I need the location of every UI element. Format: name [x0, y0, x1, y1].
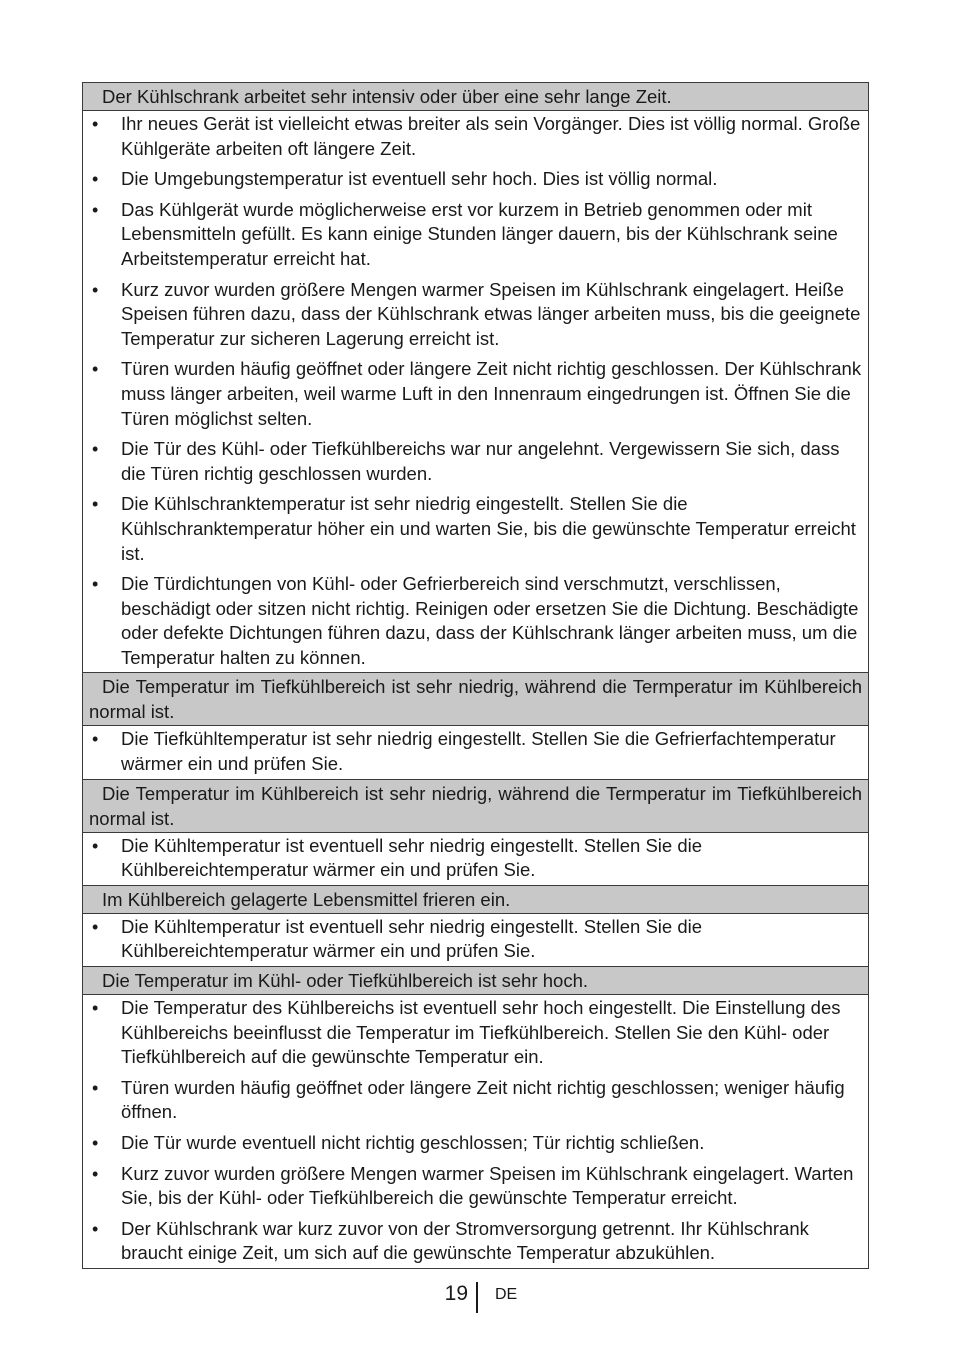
list-item-text: Die Türdichtungen von Kühl- oder Gefrierbereich sind verschmutzt, verschlissen, beschädigt oder sitzen nicht richtig. Reinigen oder ersetzen Sie die Dichtung. Beschädigte oder defekte Dichtungen führen dazu, dass der Kühlschrank länger arbeiten muss, um die Temperatur halten zu können. [121, 573, 859, 668]
list-item [89, 492, 862, 566]
list-item-text: Die Tür des Kühl- oder Tiefkühlbereichs war nur angelehnt. Vergewissern Sie sich, dass die Türen richtig geschlossen wurden. [121, 438, 840, 484]
section-heading-cell [83, 673, 869, 726]
bullet-icon: • [92, 279, 99, 300]
section-body-row [83, 995, 869, 1269]
bullet-icon: • [92, 998, 99, 1019]
list-item [89, 915, 862, 964]
list-item [89, 727, 862, 776]
troubleshooting-table [82, 82, 869, 1269]
list-item-text: Die Umgebungstemperatur ist eventuell sehr hoch. Dies ist völlig normal. [121, 168, 718, 190]
bullet-icon: • [92, 359, 99, 380]
list-item-text: Kurz zuvor wurden größere Mengen warmer Speisen im Kühlschrank eingelagert. Heiße Speisen führen dazu, dass der Kühlschrank etwas länger arbeiten muss, bis die geeignete Temperatur zur sicheren Lagerung erreicht ist. [121, 278, 861, 349]
list-item [89, 278, 862, 352]
section-body-row [83, 726, 869, 779]
bullet-icon: • [92, 439, 99, 460]
bullet-list [89, 834, 862, 883]
bullet-icon: • [92, 1077, 99, 1098]
section-body-row [83, 913, 869, 966]
list-item-text: Türen wurden häufig geöffnet oder längere Zeit nicht richtig geschlossen. Der Kühlschrank muss länger arbeiten, weil warme Luft in den Innenraum eingedrungen ist. Öffnen Sie die Türen möglichst selten. [121, 358, 862, 429]
bullet-icon: • [92, 1163, 99, 1184]
list-item [89, 1217, 862, 1266]
bullet-list [89, 915, 862, 964]
page-number: 19 [444, 1282, 468, 1305]
list-item [89, 167, 862, 192]
section-heading: Im Kühlbereich gelagerte Lebensmittel frieren ein. [102, 888, 511, 910]
bullet-list [89, 996, 862, 1266]
section-body-row [83, 832, 869, 885]
section-heading: Die Temperatur im Kühlbereich ist sehr niedrig, während die Termperatur im Tiefkühlbereich normal ist. [89, 782, 862, 829]
bullet-icon: • [92, 574, 99, 595]
section-heading-row [83, 673, 869, 726]
bullet-list [89, 112, 862, 670]
list-item [89, 112, 862, 161]
section-heading-cell [83, 967, 869, 995]
bullet-list [89, 727, 862, 776]
list-item [89, 834, 862, 883]
list-item-text: Das Kühlgerät wurde möglicherweise erst vor kurzem in Betrieb genommen oder mit Lebensmitteln gefüllt. Es kann einige Stunden länger dauern, bis der Kühlschrank seine Arbeitstemperatur erreicht hat. [121, 198, 838, 269]
section-heading: Der Kühlschrank arbeitet sehr intensiv oder über eine sehr lange Zeit. [102, 86, 672, 107]
section-heading: Die Temperatur im Tiefkühlbereich ist sehr niedrig, während die Termperatur im Kühlbereich normal ist. [89, 676, 862, 723]
list-item [89, 1131, 862, 1156]
section-heading-cell [83, 779, 869, 832]
footer-divider [476, 1282, 478, 1313]
list-item [89, 357, 862, 431]
section-heading-cell [83, 885, 869, 913]
section-body-cell [83, 111, 869, 673]
bullet-icon: • [92, 916, 99, 937]
list-item [89, 996, 862, 1070]
bullet-icon: • [92, 1133, 99, 1153]
section-heading-row [83, 967, 869, 995]
list-item-text: Kurz zuvor wurden größere Mengen warmer Speisen im Kühlschrank eingelagert. Warten Sie, bis der Kühl- oder Tiefkühlbereich die gewünschte Temperatur erreicht. [121, 1162, 854, 1209]
bullet-icon: • [92, 729, 99, 750]
list-item-text: Die Kühltemperatur ist eventuell sehr niedrig eingestellt. Stellen Sie die Kühlbereichtemperatur wärmer ein und prüfen Sie. [121, 915, 703, 962]
list-item-text: Die Kühltemperatur ist eventuell sehr niedrig eingestellt. Stellen Sie die Kühlbereichtemperatur wärmer ein und prüfen Sie. [121, 834, 703, 881]
list-item-text: Die Kühlschranktemperatur ist sehr niedrig eingestellt. Stellen Sie die Kühlschranktemperatur höher ein und warten Sie, bis die gewünschte Temperatur erreicht ist. [121, 493, 856, 564]
list-item-text: Die Tür wurde eventuell nicht richtig geschlossen; Tür richtig schließen. [121, 1132, 705, 1153]
language-code: DE [495, 1286, 518, 1303]
section-body-cell [83, 913, 869, 966]
list-item [89, 198, 862, 272]
section-body-row [83, 111, 869, 673]
section-heading-row [83, 779, 869, 832]
list-item [89, 1162, 862, 1211]
troubleshooting-table-body [83, 83, 869, 1269]
bullet-icon: • [92, 1218, 99, 1239]
section-heading-row [83, 83, 869, 111]
list-item-text: Türen wurden häufig geöffnet oder längere Zeit nicht richtig geschlossen; weniger häufig öffnen. [121, 1076, 845, 1123]
page-footer [0, 1280, 954, 1316]
section-heading-cell [83, 83, 869, 111]
bullet-icon: • [92, 169, 99, 190]
list-item [89, 437, 862, 486]
bullet-icon: • [92, 494, 99, 515]
list-item-text: Der Kühlschrank war kurz zuvor von der Stromversorgung getrennt. Ihr Kühlschrank braucht einige Zeit, um sich auf die gewünschte Temperatur abzukühlen. [121, 1217, 809, 1264]
list-item-text: Ihr neues Gerät ist vielleicht etwas breiter als sein Vorgänger. Dies ist völlig normal. Große Kühlgeräte arbeiten oft längere Zeit. [121, 113, 861, 159]
section-body-cell [83, 832, 869, 885]
section-heading-row [83, 885, 869, 913]
bullet-icon: • [92, 199, 99, 220]
section-heading: Die Temperatur im Kühl- oder Tiefkühlbereich ist sehr hoch. [102, 970, 589, 992]
list-item-text: Die Tiefkühltemperatur ist sehr niedrig eingestellt. Stellen Sie die Gefrierfachtemperatur wärmer ein und prüfen Sie. [121, 728, 836, 775]
list-item-text: Die Temperatur des Kühlbereichs ist eventuell sehr hoch eingestellt. Die Einstellung des Kühlbereichs beeinflusst die Temperatur im Tiefkühlbereich. Stellen Sie den Kühl- oder Tiefkühlbereich auf die gewünschte Temperatur ein. [121, 997, 841, 1068]
section-body-cell [83, 726, 869, 779]
bullet-icon: • [92, 114, 99, 134]
list-item [89, 1076, 862, 1125]
list-item [89, 572, 862, 670]
bullet-icon: • [92, 835, 99, 856]
section-body-cell [83, 995, 869, 1269]
